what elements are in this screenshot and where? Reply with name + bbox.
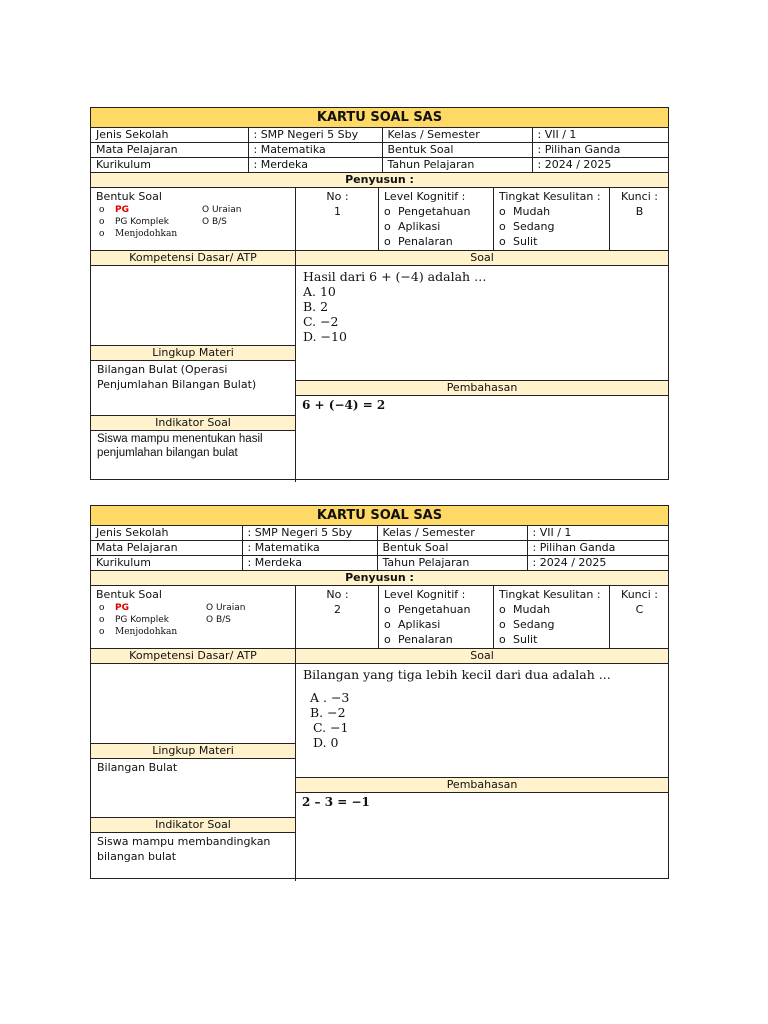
kunci-cell xyxy=(610,188,668,250)
info-value: : VII / 1 xyxy=(527,526,668,541)
lingkup-body: Bilangan Bulat xyxy=(91,759,295,818)
soal-choice: C. −2 xyxy=(303,314,339,329)
level-kognitif-cell xyxy=(379,586,494,648)
tingkat-kesulitan-cell xyxy=(494,586,610,648)
info-label: Jenis Sekolah xyxy=(91,128,248,143)
question-card xyxy=(90,107,669,480)
info-row xyxy=(91,158,668,173)
card-title: KARTU SOAL SAS xyxy=(91,506,668,526)
lingkup-header: Lingkup Materi xyxy=(91,346,295,361)
bentuk-soal-label: Bentuk Soal xyxy=(96,190,162,203)
soal-choice: A . −3 xyxy=(310,690,350,705)
option-label: PG Komplek xyxy=(115,615,169,625)
info-value: : Merdeka xyxy=(248,158,382,173)
soal-choice: B. −2 xyxy=(310,705,346,720)
info-label: Kelas / Semester xyxy=(382,128,532,143)
bullet-icon: o xyxy=(499,235,506,248)
soal-choice: B. 2 xyxy=(303,299,329,314)
kunci-value: B xyxy=(635,205,644,218)
pembahasan-header: Pembahasan xyxy=(296,381,668,396)
option-label: Menjodohkan xyxy=(115,229,178,239)
soal-header: Soal xyxy=(296,649,668,664)
question-meta-row xyxy=(91,586,668,649)
level-kognitif-label: Level Kognitif : xyxy=(384,588,466,601)
option-label: PG Komplek xyxy=(115,217,169,227)
soal-choice: D. 0 xyxy=(313,735,339,750)
card-title: KARTU SOAL SAS xyxy=(91,108,668,128)
bullet-icon: o xyxy=(99,627,105,637)
info-value: : Matematika xyxy=(248,143,382,158)
info-table xyxy=(91,526,668,571)
bentuk-soal-label: Bentuk Soal xyxy=(96,588,162,601)
info-label: Tahun Pelajaran xyxy=(377,556,527,571)
level-item: o Aplikasi xyxy=(384,618,441,631)
indikator-header: Indikator Soal xyxy=(91,416,295,431)
soal-choice: C. −1 xyxy=(313,720,349,735)
option-menjodohkan xyxy=(99,626,177,638)
nomor-cell xyxy=(296,586,379,648)
content-area xyxy=(91,251,668,482)
info-row xyxy=(91,143,668,158)
bullet-icon: o xyxy=(99,217,105,227)
option-bs: O B/S xyxy=(206,615,231,625)
tingkat-item: o Mudah xyxy=(499,205,551,218)
option-uraian: O Uraian xyxy=(206,603,246,613)
question-meta-row xyxy=(91,188,668,251)
tingkat-item: o Sedang xyxy=(499,220,555,233)
right-column xyxy=(296,251,668,482)
bullet-icon: o xyxy=(499,633,506,646)
tingkat-kesulitan-cell xyxy=(494,188,610,250)
bentuk-soal-cell xyxy=(91,586,296,648)
option-bs: O B/S xyxy=(202,217,227,227)
soal-body xyxy=(296,266,668,381)
nomor-label: No : xyxy=(326,588,349,601)
kompetensi-body xyxy=(91,664,295,744)
info-label: Kurikulum xyxy=(91,556,242,571)
bullet-icon: o xyxy=(384,220,391,233)
level-kognitif-cell xyxy=(379,188,494,250)
info-value: : Matematika xyxy=(242,541,377,556)
info-value: : Pilihan Ganda xyxy=(527,541,668,556)
bullet-icon: o xyxy=(499,205,506,218)
info-row xyxy=(91,541,668,556)
question-card xyxy=(90,505,669,879)
info-label: Kelas / Semester xyxy=(377,526,527,541)
info-value: : SMP Negeri 5 Sby xyxy=(248,128,382,143)
kunci-value: C xyxy=(635,603,644,616)
soal-question: Bilangan yang tiga lebih kecil dari dua adalah ... xyxy=(303,667,611,682)
kunci-label: Kunci : xyxy=(621,190,658,203)
pembahasan-header: Pembahasan xyxy=(296,778,668,793)
info-value: : Pilihan Ganda xyxy=(532,143,668,158)
level-item: o Aplikasi xyxy=(384,220,441,233)
tingkat-item: o Mudah xyxy=(499,603,551,616)
bullet-icon: o xyxy=(99,615,105,625)
bentuk-soal-options xyxy=(96,204,291,244)
option-label: PG xyxy=(115,205,129,215)
info-label: Mata Pelajaran xyxy=(91,143,248,158)
info-label: Kurikulum xyxy=(91,158,248,173)
option-menjodohkan xyxy=(99,228,177,240)
bullet-icon: o xyxy=(384,235,391,248)
soal-body xyxy=(296,664,668,778)
tingkat-kesulitan-label: Tingkat Kesulitan : xyxy=(499,588,601,601)
bentuk-soal-options xyxy=(96,602,291,642)
tingkat-item: o Sulit xyxy=(499,235,538,248)
nomor-value: 1 xyxy=(334,205,341,218)
info-value: : 2024 / 2025 xyxy=(527,556,668,571)
soal-header: Soal xyxy=(296,251,668,266)
option-pg-komplek xyxy=(99,216,169,228)
kompetensi-header: Kompetensi Dasar/ ATP xyxy=(91,251,295,266)
kunci-label: Kunci : xyxy=(621,588,658,601)
info-value: : Merdeka xyxy=(242,556,377,571)
bullet-icon: o xyxy=(384,633,391,646)
bullet-icon: o xyxy=(499,603,506,616)
info-row xyxy=(91,526,668,541)
indikator-header: Indikator Soal xyxy=(91,818,295,833)
bentuk-soal-cell xyxy=(91,188,296,250)
bullet-icon: o xyxy=(99,229,105,239)
bullet-icon: o xyxy=(384,205,391,218)
option-pg-komplek xyxy=(99,614,169,626)
bullet-icon: o xyxy=(499,618,506,631)
penyusun-header: Penyusun : xyxy=(91,571,668,586)
right-column xyxy=(296,649,668,881)
content-area xyxy=(91,649,668,881)
option-label: PG xyxy=(115,603,129,613)
bullet-icon: o xyxy=(99,603,105,613)
option-pg xyxy=(99,602,129,614)
pembahasan-body: 6 + (−4) = 2 xyxy=(302,398,386,412)
bullet-icon: o xyxy=(499,220,506,233)
penyusun-header: Penyusun : xyxy=(91,173,668,188)
level-item: o Penalaran xyxy=(384,633,453,646)
level-item: o Pengetahuan xyxy=(384,205,471,218)
info-table xyxy=(91,128,668,173)
info-value: : SMP Negeri 5 Sby xyxy=(242,526,377,541)
level-item: o Penalaran xyxy=(384,235,453,248)
tingkat-kesulitan-label: Tingkat Kesulitan : xyxy=(499,190,601,203)
level-item: o Pengetahuan xyxy=(384,603,471,616)
lingkup-header: Lingkup Materi xyxy=(91,744,295,759)
soal-choice: A. 10 xyxy=(303,284,336,299)
info-label: Bentuk Soal xyxy=(377,541,527,556)
bullet-icon: o xyxy=(99,205,105,215)
tingkat-item: o Sedang xyxy=(499,618,555,631)
option-label: Menjodohkan xyxy=(115,627,178,637)
option-uraian: O Uraian xyxy=(202,205,242,215)
nomor-value: 2 xyxy=(334,603,341,616)
nomor-cell xyxy=(296,188,379,250)
lingkup-body: Bilangan Bulat (Operasi Penjumlahan Bilangan Bulat) xyxy=(91,361,295,416)
bullet-icon: o xyxy=(384,603,391,616)
nomor-label: No : xyxy=(326,190,349,203)
kompetensi-body xyxy=(91,266,295,346)
info-label: Tahun Pelajaran xyxy=(382,158,532,173)
info-value: : 2024 / 2025 xyxy=(532,158,668,173)
kunci-cell xyxy=(610,586,668,648)
level-kognitif-label: Level Kognitif : xyxy=(384,190,466,203)
pembahasan-body: 2 – 3 = −1 xyxy=(302,795,370,809)
left-column xyxy=(91,649,296,881)
bullet-icon: o xyxy=(384,618,391,631)
left-column xyxy=(91,251,296,482)
info-row xyxy=(91,556,668,571)
indikator-body: Siswa mampu menentukan hasil penjumlahan bilangan bulat xyxy=(97,433,263,459)
option-pg xyxy=(99,204,129,216)
indikator-body: Siswa mampu membandingkan bilangan bulat xyxy=(97,835,271,863)
info-value: : VII / 1 xyxy=(532,128,668,143)
kompetensi-header: Kompetensi Dasar/ ATP xyxy=(91,649,295,664)
info-label: Jenis Sekolah xyxy=(91,526,242,541)
info-label: Mata Pelajaran xyxy=(91,541,242,556)
info-row xyxy=(91,128,668,143)
info-label: Bentuk Soal xyxy=(382,143,532,158)
soal-question: Hasil dari 6 + (−4) adalah … xyxy=(303,269,487,284)
soal-choice: D. −10 xyxy=(303,329,347,344)
tingkat-item: o Sulit xyxy=(499,633,538,646)
